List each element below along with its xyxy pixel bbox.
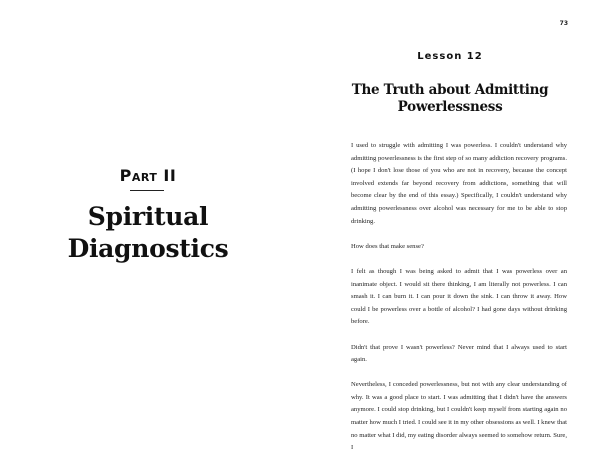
divider-rule [130, 190, 164, 191]
paragraph: How does that make sense? [351, 242, 424, 250]
paragraph: I used to struggle with admitting I was powerless. I couldn't understand why admitting powerlessness is the first step of so many addiction recovery programs. (I hope I don't lose those of you who are not in recovery, because the concept involved extends far beyond recovery from addictions, something that will become clear by the end of this essay.) Specifically, I couldn't understand why admitting powerlessness over alcohol was necessary for me to be able to stop drinking. [351, 142, 567, 225]
page-number: 73 [559, 20, 568, 27]
left-page [0, 0, 300, 450]
paragraph: Didn't that prove I wasn't powerless? Never mind that I always used to start again. [351, 343, 567, 364]
right-page [300, 0, 600, 450]
part-title-line-1: Spiritual [87, 202, 209, 231]
paragraph: Nevertheless, I conceded powerlessness, but not with any clear understanding of why. It was a good place to start. I was admitting that I didn't have the answers anymore. I could stop drinking, but I couldn't keep myself from starting again no matter how much I tried. I could see it in my other obsessions as well. I knew that no matter what I did, my eating disorder always seemed to somehow return. Sure, I [351, 381, 567, 452]
chapter-title: The Truth about Admitting Powerlessness [351, 82, 549, 115]
part-label: Part II [119, 166, 177, 185]
body-text [351, 140, 567, 467]
lesson-label: Lesson 12 [417, 51, 483, 62]
paragraph: I felt as though I was being asked to admit that I was powerless over an inanimate object. I would sit there thinking, I am literally not powerless. I can smash it. I can burn it. I can pour it down the sink. I can throw it away. How could I be powerless over a bottle of alcohol? I had gone days without drinking before. [351, 267, 567, 326]
part-title-line-2: Diagnostics [67, 234, 229, 263]
part-title [0, 201, 296, 265]
